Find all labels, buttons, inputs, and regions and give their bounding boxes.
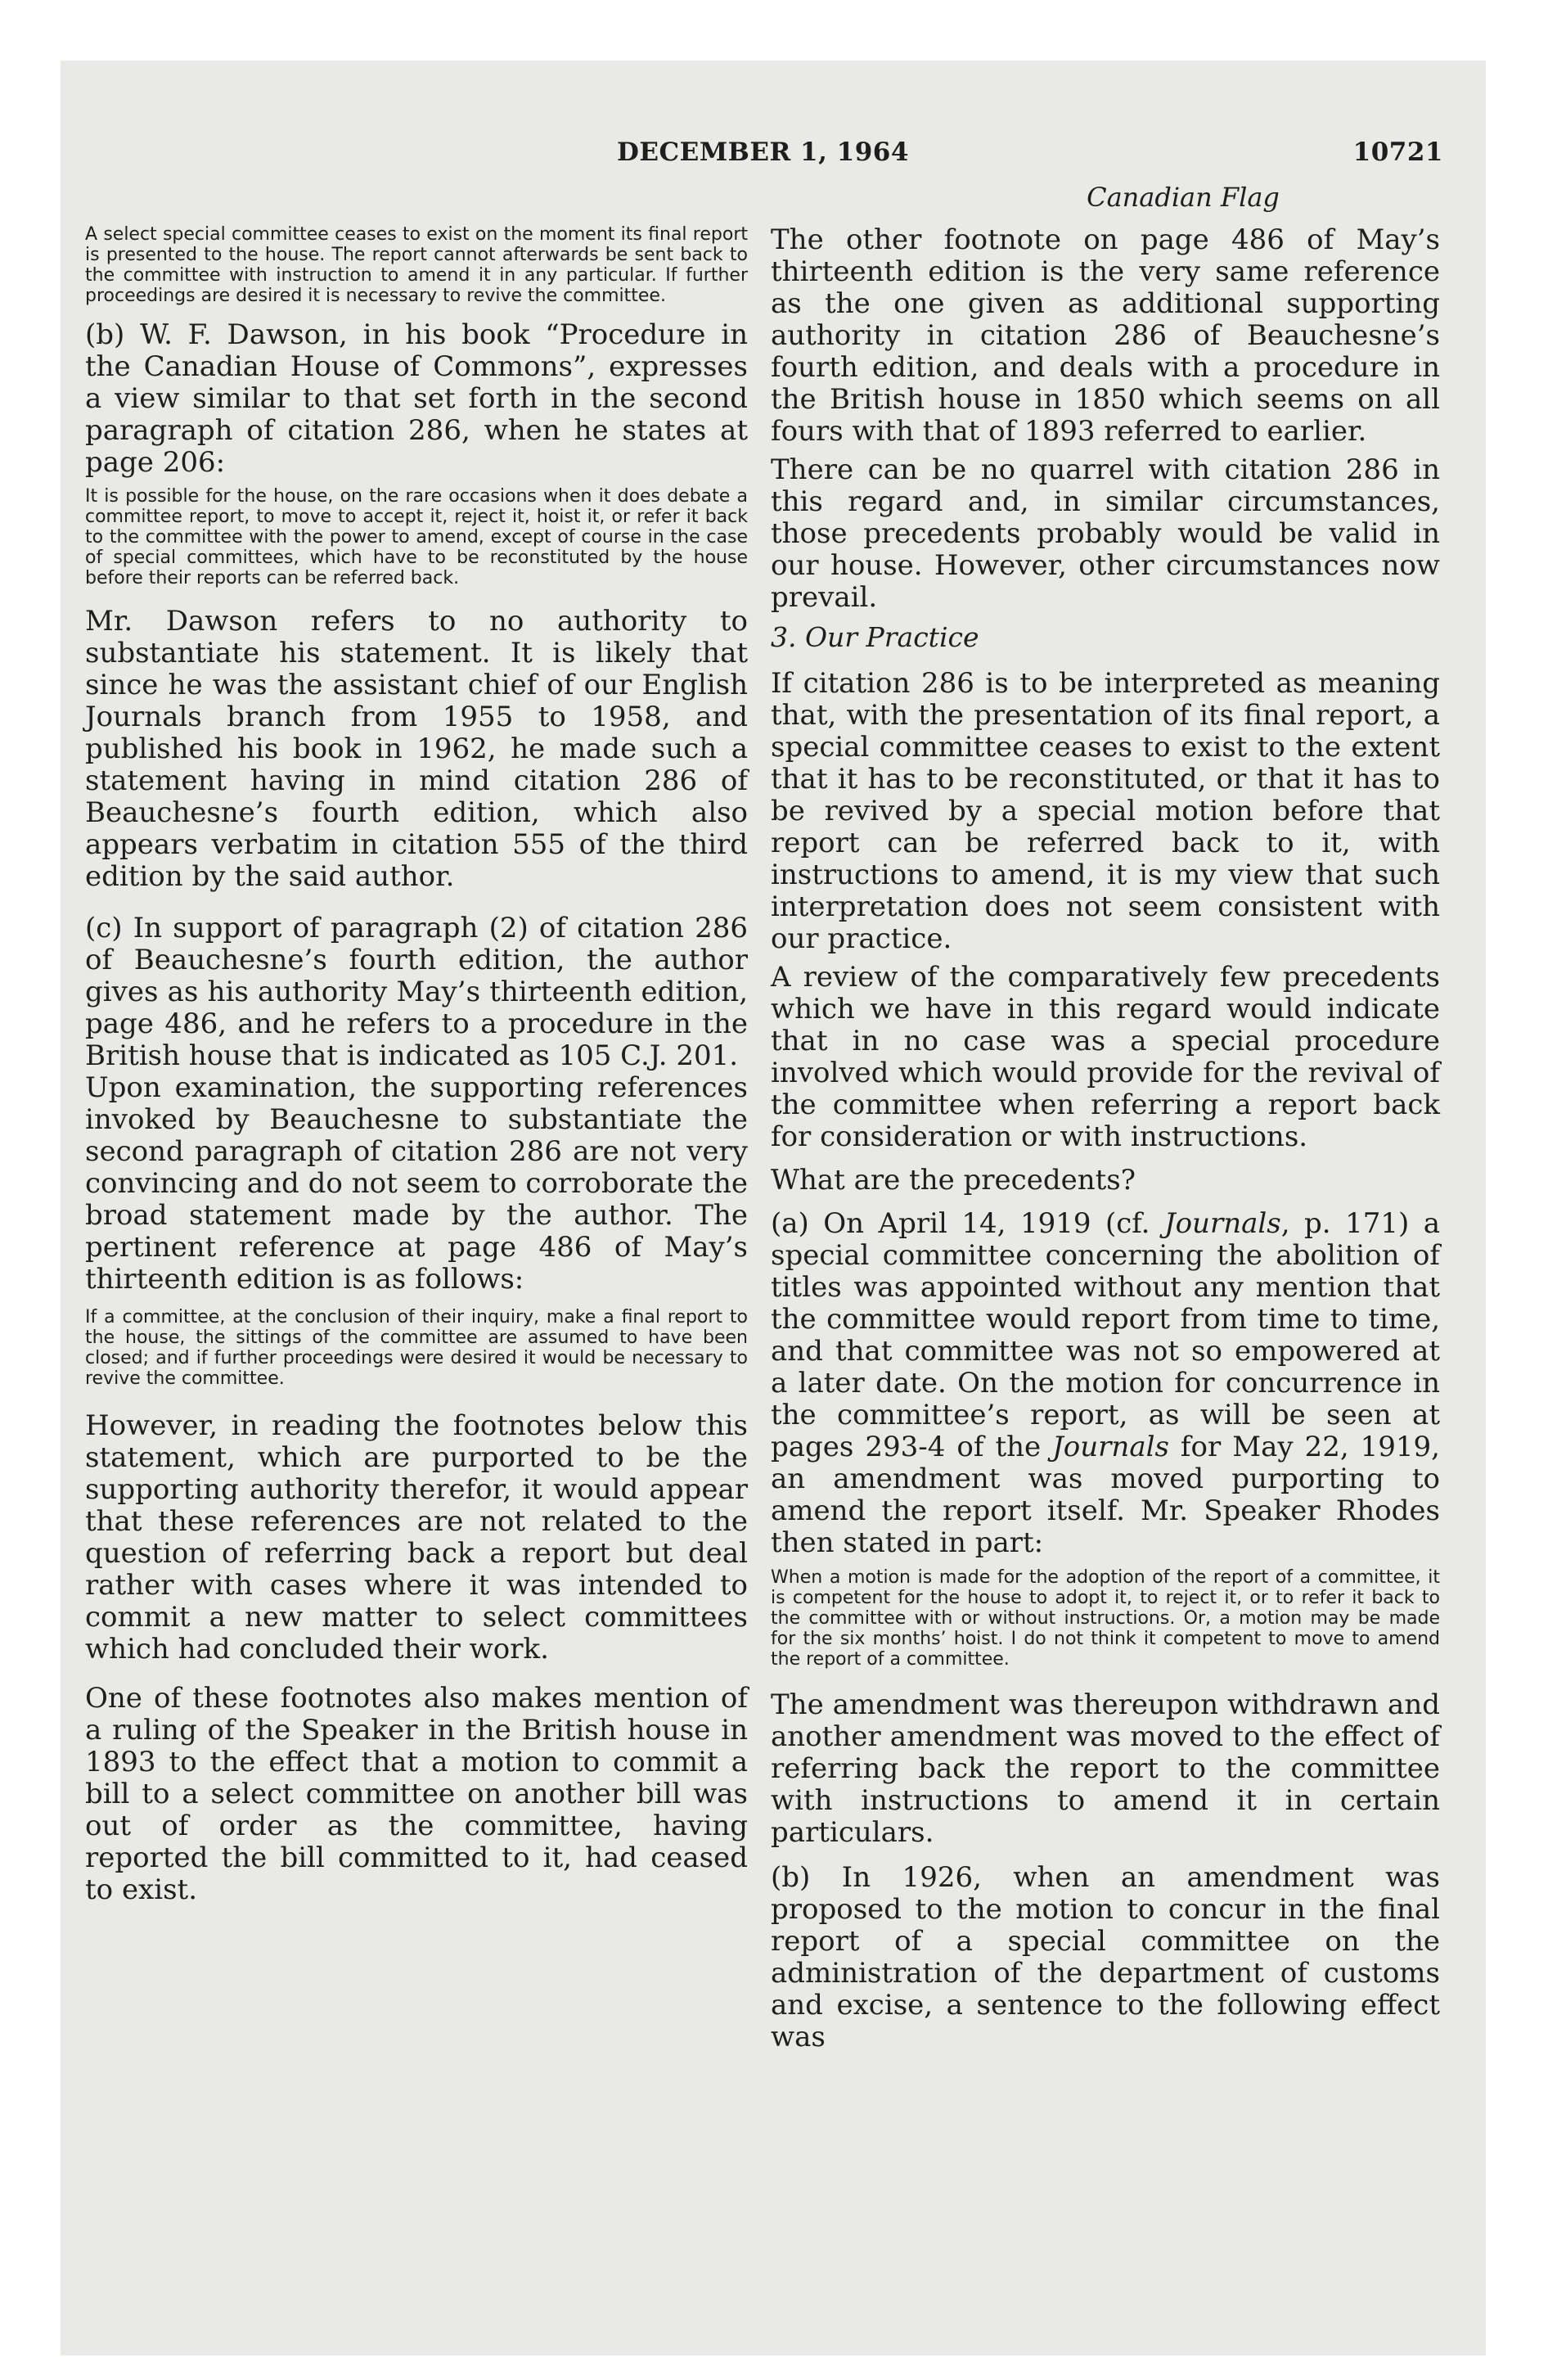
body-paragraph: Upon examination, the supporting references invoked by Beauchesne to substantiate the second paragraph of citation 286 are not very convincing and do not seem to corroborate the broad statement made by the author. The pertinent reference at page 486 of May’s thirteenth edition is as follows: [85,1071,748,1296]
body-paragraph: The amendment was thereupon withdrawn and another amendment was moved to the effect of referring back the report to the committee with instructions to amend it in certain particulars. [771,1688,1440,1849]
page-number: 10721 [1352,137,1443,167]
body-paragraph: One of these footnotes also makes mention of a ruling of the Speaker in the British house in 1893 to the effect that a motion to commit a bill to a select committee on another bill was out of order as the committee, having reported the bill committed to it, had ceased to exist. [85,1682,748,1906]
body-paragraph: A review of the comparatively few precedents which we have in this regard would indicate that in no case was a special procedure involved which would provide for the revival of the committee when referring a report back for consideration or with instructions. [771,961,1440,1153]
body-paragraph: (a) On April 14, 1919 (cf. Journals, p. 171) a special committee concerning the abolition of titles was appointed without any mention that the committee would report from time to time, and that committee was not so empowered at a later date. On the motion for concurrence in the committee’s report, as will be seen at pages 293-4 of the Journals for May 22, 1919, an amendment was moved purporting to amend the report itself. Mr. Speaker Rhodes then stated in part: [771,1207,1440,1559]
quoted-passage: When a motion is made for the adoption of the report of a committee, it is competent for the house to adopt it, to reject it, or to refer it back to the committee with or without instructions. Or, a motion may be made for the six months’ hoist. I do not think it competent to move to amend the report of a committee. [771,1567,1440,1670]
journals-title: Journals [1052,1431,1169,1463]
left-column [85,224,748,1906]
section-title: Canadian Flag [1087,182,1280,213]
body-paragraph: Mr. Dawson refers to no authority to substantiate his statement. It is likely that since he was the assistant chief of our English Journals branch from 1955 to 1958, and published his book in 1962, he made such a statement having in mind citation 286 of Beauchesne’s fourth edition, which also appears verbatim in citation 555 of the third edition by the said author. [85,605,748,893]
body-paragraph: (b) W. F. Dawson, in his book “Procedure in the Canadian House of Commons”, expresses a view similar to that set forth in the second paragraph of citation 286, when he states at page 206: [85,318,748,479]
body-paragraph: (b) In 1926, when an amendment was proposed to the motion to concur in the final report of a special committee on the administration of the department of customs and excise, a sentence to the following effect was [771,1861,1440,2053]
body-paragraph: The other footnote on page 486 of May’s thirteenth edition is the very same reference as the one given as additional supporting authority in citation 286 of Beauchesne’s fourth edition, and deals with a procedure in the British house in 1850 which seems on all fours with that of 1893 referred to earlier. [771,223,1440,448]
body-paragraph: (c) In support of paragraph (2) of citation 286 of Beauchesne’s fourth edition, the author gives as his authority May’s thirteenth edition, page 486, and he refers to a procedure in the British house that is indicated as 105 C.J. 201. [85,912,748,1072]
body-paragraph: What are the precedents? [771,1164,1136,1197]
document-page [61,61,1486,2355]
body-paragraph: However, in reading the footnotes below this statement, which are purported to be the supporting authority therefor, it would appear that these references are not related to the question of referring back a report but deal rather with cases where it was intended to commit a new matter to select committees which had concluded their work. [85,1409,748,1666]
subheading: 3. Our Practice [771,621,979,653]
right-column [771,224,1440,2053]
body-paragraph: There can be no quarrel with citation 286 in this regard and, in similar circumstances, those precedents probably would be valid in our house. However, other circumstances now prevail. [771,453,1440,614]
journals-title: Journals [1163,1207,1281,1240]
quoted-passage: It is possible for the house, on the rare occasions when it does debate a committee report, to move to accept it, reject it, hoist it, or refer it back to the committee with the power to amend, except of course in the case of special committees, which have to be reconstituted by the house before their reports can be referred back. [85,486,748,588]
quoted-passage: A select special committee ceases to exist on the moment its final report is presented to the house. The report cannot afterwards be sent back to the committee with instruction to amend it in any particular. If further proceedings are desired it is necessary to revive the committee. [85,224,748,306]
page-date: DECEMBER 1, 1964 [617,137,909,167]
body-paragraph: If citation 286 is to be interpreted as meaning that, with the presentation of its final report, a special committee ceases to exist to the extent that it has to be reconstituted, or that it has to be revived by a special motion before that report can be referred back to it, with instructions to amend, it is my view that such interpretation does not seem consistent with our practice. [771,667,1440,955]
quoted-passage: If a committee, at the conclusion of their inquiry, make a final report to the house, the sittings of the committee are assumed to have been closed; and if further proceedings were desired it would be necessary to revive the committee. [85,1307,748,1389]
